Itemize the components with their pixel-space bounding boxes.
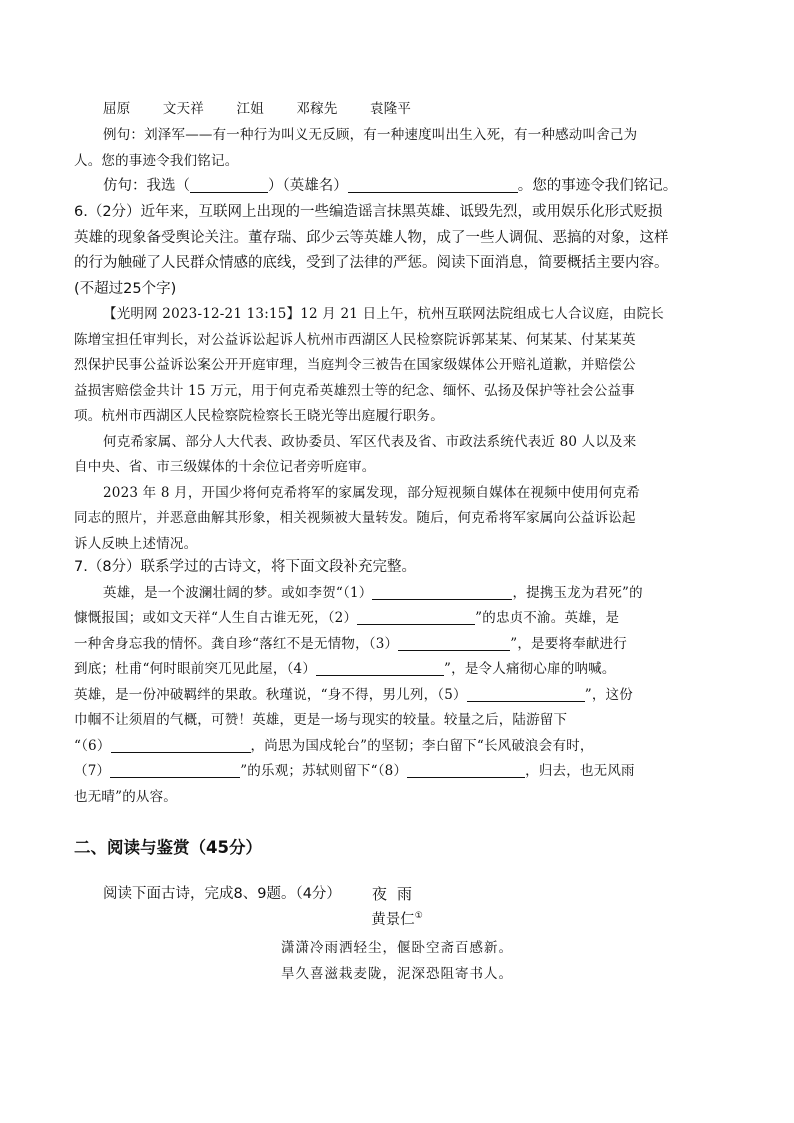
poem-author: [0, 908, 794, 929]
q7-text: ，尚思为国戍轮台”的坚韧；李白留下“长风破浪会有时，: [250, 738, 594, 754]
news-p1-line-5: 项。杭州市西湖区人民检察院检察长王晓光等出庭履行职务。: [74, 408, 444, 424]
q6-line-4: (不超过25个字): [74, 281, 177, 297]
q7-text: （7）: [74, 763, 111, 779]
news-p2-line-2: 自中央、省、市三级媒体的十余位记者旁听庭审。: [74, 459, 376, 475]
q6-line-1: 6.（2分）近年来，互联网上出现的一些编造谣言抹黑英雄、诋毁先烈，或用娱乐化形式贬损: [74, 204, 663, 220]
q7-text: 慷慨报国；或如文天祥“人生自古谁无死，（2）: [74, 610, 358, 626]
q7-text: ，提携玉龙为君死”的: [512, 585, 643, 601]
news-p1-line-3: 烈保护民事公益诉讼案公开开庭审理，当庭判令三被告在国家级媒体公开赔礼道歉，并赔偿公: [74, 357, 636, 373]
section-2-title: 二、阅读与鉴赏（45分）: [74, 838, 262, 857]
poem-title-text: 夜雨: [371, 885, 422, 903]
blank-6[interactable]: [111, 737, 251, 753]
news-p1-line-2: 陈增宝担任审判长，对公益诉讼起诉人杭州市西湖区人民检察院诉郭某某、何某某、付某某英: [74, 332, 636, 348]
news-p3-line-1: 2023 年 8 月，开国少将何克希将军的家属发现，部分短视频自媒体在视频中使用何克希: [103, 485, 640, 501]
hero-choice-blank[interactable]: [190, 177, 268, 193]
blank-7[interactable]: [110, 762, 240, 778]
news-p3-line-2: 同志的照片，并恶意曲解其形象，相关视频被大量转发。随后，何克希将军家属向公益诉讼起: [74, 510, 636, 526]
q7-line-8: [74, 761, 724, 782]
hero-name: 江姐: [236, 101, 264, 117]
q7-text: ”的忠贞不渝。英雄，是: [475, 610, 620, 626]
q7-text: ”的乐观；苏轼则留下“（8）: [240, 763, 408, 779]
imitation-suffix: 。您的事迹令我们铭记。: [517, 178, 678, 194]
q7-line-4: [74, 659, 724, 680]
q7-line-1: [103, 583, 724, 604]
q7-text: ”，这份: [584, 687, 633, 703]
imitation-middle: ）（英雄名）: [268, 178, 348, 194]
footnote-marker: ①: [414, 911, 423, 922]
q7-text: 到底；杜甫“何时眼前突兀见此屋，（4）: [74, 661, 317, 677]
blank-8[interactable]: [407, 762, 525, 778]
q7-line-7: [74, 736, 724, 757]
example-line-2: 人。您的事迹令我们铭记。: [74, 153, 239, 169]
q7-line-5: [74, 685, 724, 706]
q7-text: 一种舍身忘我的情怀。龚自珍“落红不是无情物，（3）: [74, 636, 399, 652]
q7-title: 7.（8分）联系学过的古诗文，将下面文段补充完整。: [74, 559, 417, 575]
news-source: 【光明网 2023-12-21 13:15】: [103, 306, 301, 322]
q6-line-2: 英雄的现象备受舆论关注。董存瑞、邱少云等英雄人物，成了一些人调侃、恶搞的对象，这样: [74, 230, 669, 246]
q7-line-3: [74, 634, 724, 655]
q7-text: “（6）: [74, 738, 111, 754]
blank-5[interactable]: [467, 686, 585, 702]
poem-line-1: 潇潇冷雨洒轻尘，偃卧空斋百感新。: [281, 940, 513, 956]
hero-name: 文天祥: [162, 101, 205, 117]
blank-3[interactable]: [398, 635, 510, 651]
hero-name: 屈原: [103, 101, 131, 117]
q7-text: ”，是令人痛彻心扉的呐喊。: [444, 661, 616, 677]
q7-text: ”，是要将奉献进行: [510, 636, 627, 652]
news-p1-text: 12 月 21 日上午，杭州互联网法院组成七人合议庭，由院长: [300, 306, 664, 322]
imitation-line: [103, 176, 724, 197]
q7-line-6: 巾帼不让须眉的气概，可赞！英雄，更是一场与现实的较量。较量之后，陆游留下: [74, 712, 568, 728]
q7-line-9: 也无晴”的从容。: [74, 789, 178, 805]
q7-line-2: [74, 608, 724, 629]
news-p1-line-4: 益损害赔偿金共计 15 万元，用于何克希英雄烈士等的纪念、缅怀、弘扬及保护等社会公益事: [74, 383, 635, 399]
section-2-intro: 阅读下面古诗，完成8、9题。（4分）: [103, 886, 341, 902]
q7-text: 英雄，是一份冲破羁绊的果敢。秋瑾说，“身不得，男儿列，（5）: [74, 687, 467, 703]
hero-name: 袁隆平: [370, 101, 412, 117]
example-line-1: 例句：刘泽军——有一种行为叫义无反顾，有一种速度叫出生入死，有一种感动叫舍己为: [103, 127, 638, 143]
news-p1-line-1: [103, 304, 724, 325]
news-p2-line-1: 何克希家属、部分人大代表、政协委员、军区代表及省、市政法系统代表近 80 人以及来: [103, 434, 637, 450]
blank-4[interactable]: [316, 660, 444, 676]
q7-text: 英雄，是一个波澜壮阔的梦。或如李贺“（1）: [103, 585, 373, 601]
poem-title: [0, 883, 794, 904]
imitation-prefix: 仿句：我选（: [103, 178, 190, 194]
news-p3-line-3: 诉人反映上述情况。: [74, 536, 198, 552]
hero-sentence-blank[interactable]: [348, 177, 518, 193]
poem-author-name: 黄景仁: [371, 912, 415, 928]
q7-text: ，归去，也无风雨: [525, 763, 635, 779]
q6-line-3: 的行为触碰了人民群众情感的底线，受到了法律的严惩。阅读下面消息，简要概括主要内容。: [74, 255, 669, 271]
blank-1[interactable]: [372, 584, 512, 600]
blank-2[interactable]: [357, 609, 475, 625]
hero-name: 邓稼先: [296, 101, 338, 117]
hero-names-row: [103, 99, 724, 120]
poem-line-2: 旱久喜滋栽麦陇，泥深恐阻寄书人。: [281, 966, 513, 982]
